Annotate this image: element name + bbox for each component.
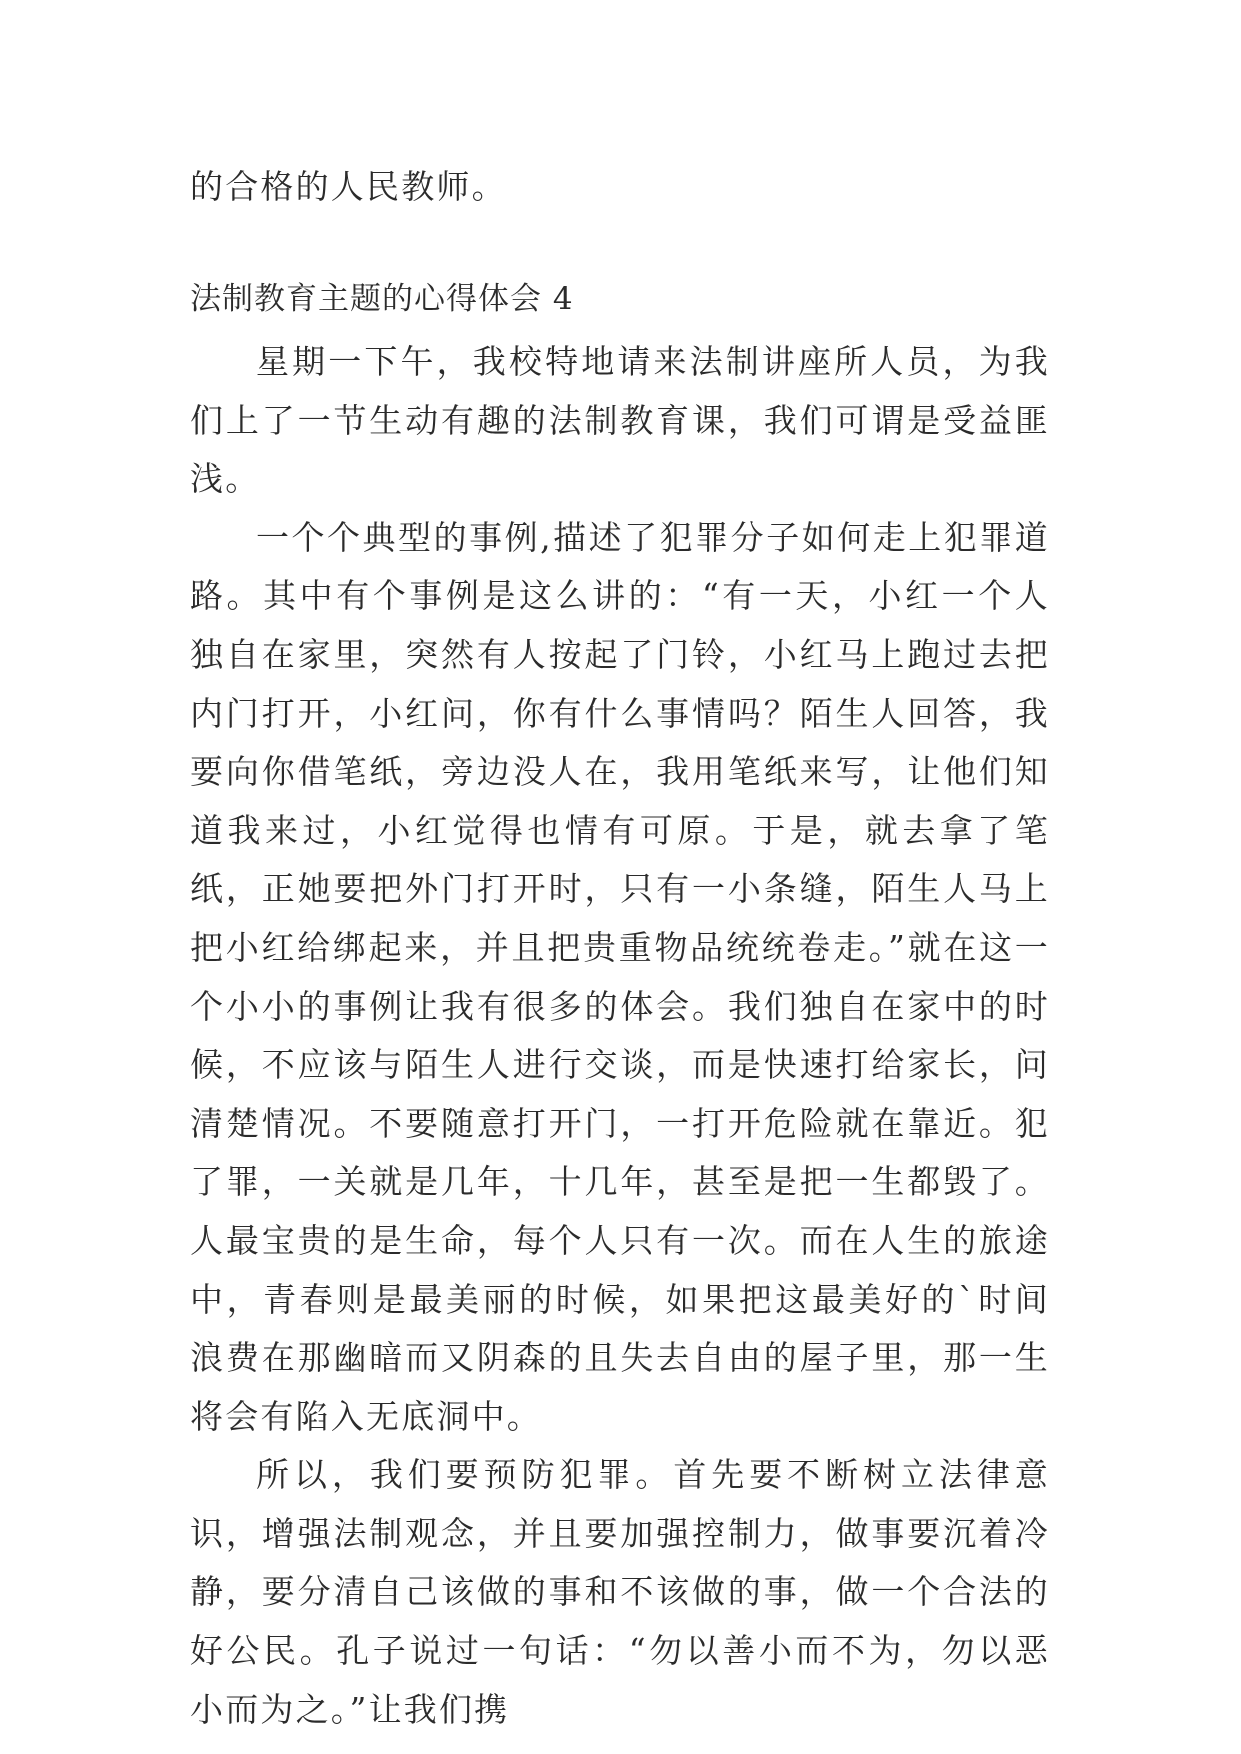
paragraph-1: 星期一下午，我校特地请来法制讲座所人员，为我们上了一节生动有趣的法制教育课，我们可谓是受益匪浅。 <box>190 342 1050 499</box>
body-text <box>190 333 1050 1739</box>
paragraph-3: 所以，我们要预防犯罪。首先要不断树立法律意识，增强法制观念，并且要加强控制力，做事要沉着冷静，要分清自己该做的事和不该做的事，做一个合法的好公民。孔子说过一句话：“勿以善小而不为，勿以恶小而为之。”让我们携 <box>190 1455 1050 1729</box>
paragraph-2: 一个个典型的事例,描述了犯罪分子如何走上犯罪道路。其中有个事例是这么讲的：“有一天，小红一个人独自在家里，突然有人按起了门铃，小红马上跑过去把内门打开，小红问，你有什么事情吗？陌生人回答，我要向你借笔纸，旁边没人在，我用笔纸来写，让他们知道我来过，小红觉得也情有可原。于是，就去拿了笔纸，正她要把外门打开时，只有一小条缝，陌生人马上把小红给绑起来，并且把贵重物品统统卷走。”就在这一个小小的事例让我有很多的体会。我们独自在家中的时候，不应该与陌生人进行交谈，而是快速打给家长，问清楚情况。不要随意打开门，一打开危险就在靠近。犯了罪，一关就是几年，十几年，甚至是把一生都毁了。人最宝贵的是生命，每个人只有一次。而在人生的旅途中，青春则是最美丽的时候，如果把这最美好的`时间浪费在那幽暗而又阴森的且失去自由的屋子里，那一生将会有陷入无底洞中。 <box>190 517 1050 1436</box>
section-title: 法制教育主题的心得体会 4 <box>190 281 574 317</box>
lead-line: 的合格的人民教师。 <box>190 167 507 206</box>
